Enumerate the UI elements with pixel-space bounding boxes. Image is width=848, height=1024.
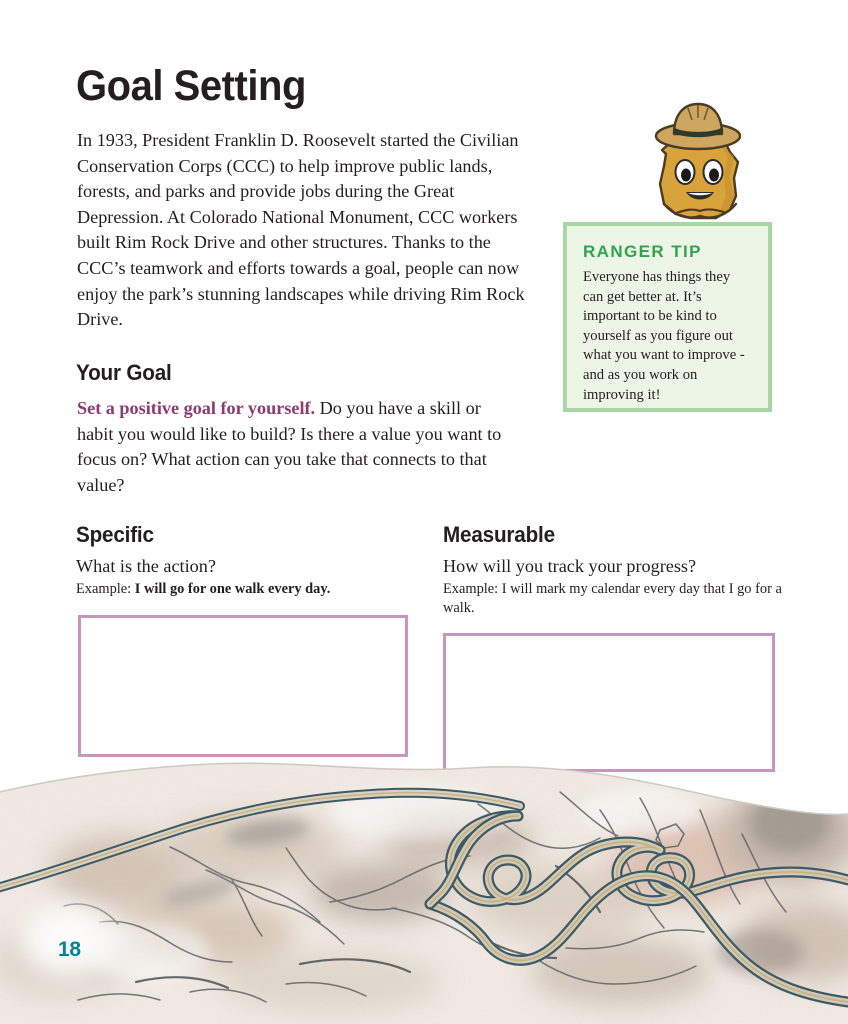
your-goal-lead: Set a positive goal for yourself. xyxy=(77,398,316,418)
measurable-heading: Measurable xyxy=(443,522,555,547)
specific-heading: Specific xyxy=(76,522,154,547)
specific-question: What is the action? xyxy=(76,556,216,576)
specific-section xyxy=(76,522,436,599)
page-number: 18 xyxy=(58,938,81,961)
specific-example-text: I will go for one walk every day. xyxy=(134,581,331,597)
specific-answer-box[interactable] xyxy=(78,615,408,757)
ranger-rock-mascot-icon xyxy=(630,92,770,232)
measurable-example xyxy=(443,580,783,618)
specific-example-label: Example: xyxy=(76,581,132,597)
measurable-example-text: I will mark my calendar every day that I go for a walk. xyxy=(443,581,782,616)
your-goal-paragraph xyxy=(77,396,507,498)
measurable-section xyxy=(443,522,783,618)
ranger-tip-body: Everyone has things they can get better at. It’s important to be kind to yourself as you figure out what you want to improve - and as you work on improving it! xyxy=(583,269,745,403)
page-title: Goal Setting xyxy=(76,62,306,110)
rim-rock-drive-aerial-illustration xyxy=(0,752,848,1024)
specific-example xyxy=(76,580,436,599)
ranger-tip-box xyxy=(563,222,772,412)
intro-paragraph: In 1933, President Franklin D. Roosevelt started the Civilian Conservation Corps (CCC) to help improve public lands, forests, and parks and provide jobs during the Great Depression. At Colorado National Monument, CCC workers built Rim Rock Drive and other structures. Thanks to the CCC’s teamwork and efforts towards a goal, people can now enjoy the park’s stunning landscapes while driving Rim Rock Drive. xyxy=(77,130,525,330)
your-goal-body: Do you have a skill or habit you would like to build? Is there a value you want to focus on? What action can you take that connects to that value? xyxy=(77,398,502,495)
ranger-tip-title: RANGER TIP xyxy=(583,242,702,261)
your-goal-heading: Your Goal xyxy=(76,360,172,385)
measurable-example-label: Example: xyxy=(443,581,499,597)
measurable-question: How will you track your progress? xyxy=(443,556,697,576)
